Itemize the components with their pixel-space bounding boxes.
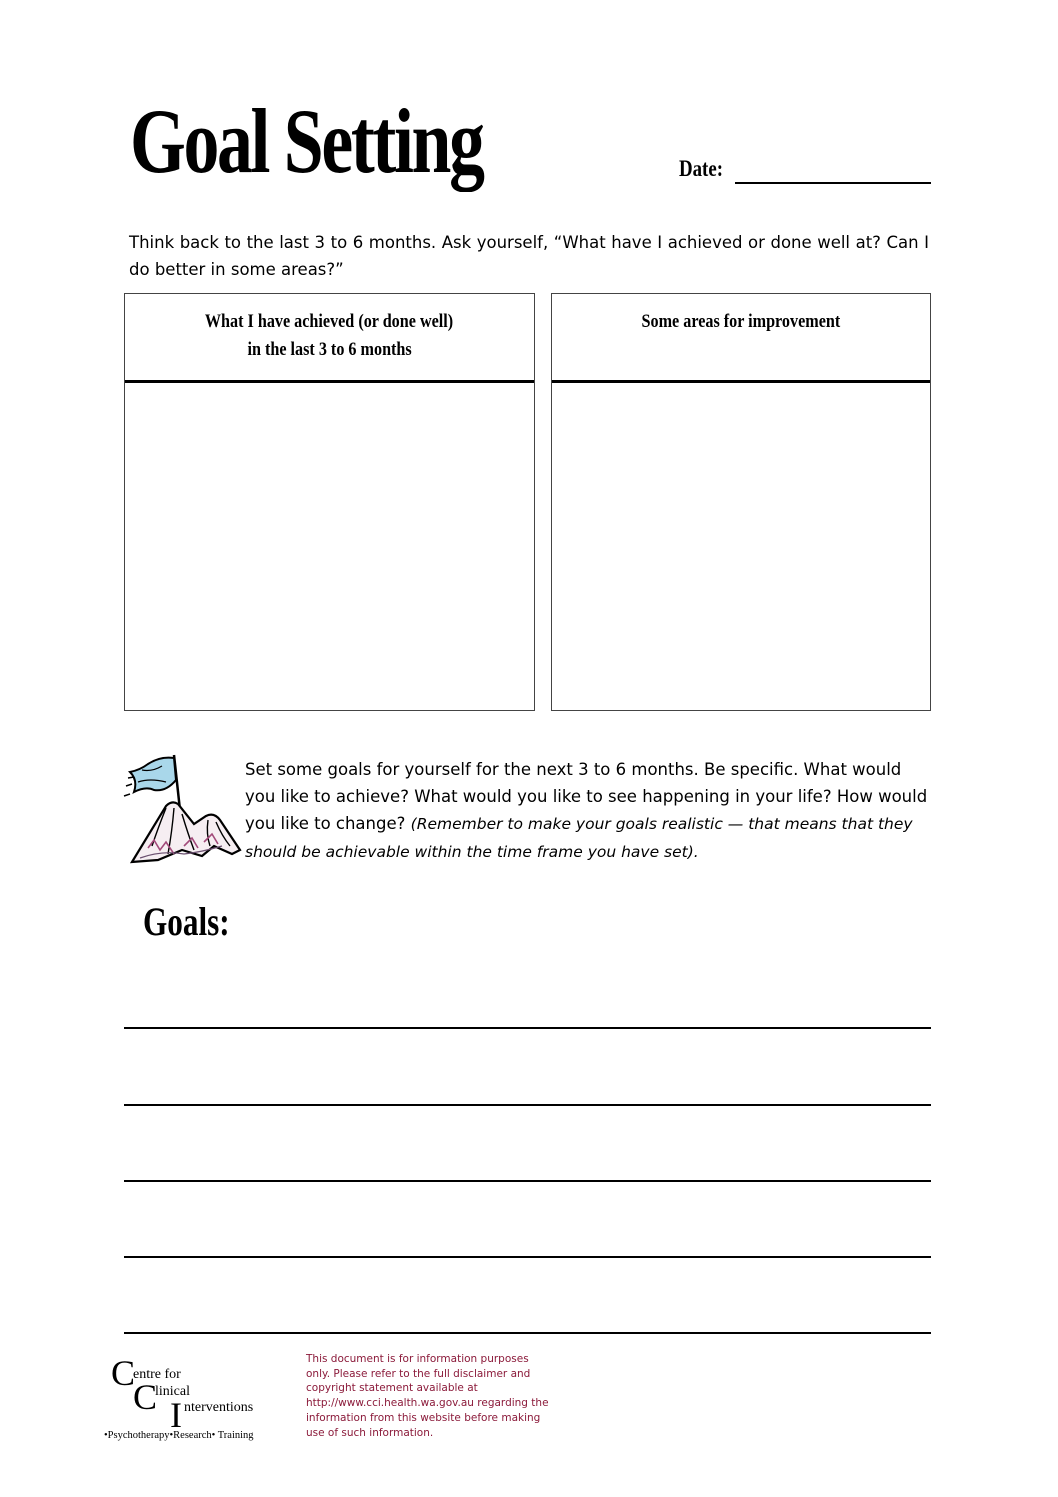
goal-line[interactable] (124, 1256, 931, 1258)
achieved-writing-area[interactable] (125, 383, 534, 709)
logo-line1: entre for (133, 1367, 181, 1382)
goal-line[interactable] (124, 1332, 931, 1334)
disclaimer-text: This document is for information purposes only. Please refer to the full disclaimer and copyright statement available at http://www.cci.health.wa.gov.au regarding the information from this website before making use of such information. (306, 1353, 549, 1439)
goal-line[interactable] (124, 1180, 931, 1182)
date-label: Date: (679, 156, 723, 181)
logo-line3: nterventions (184, 1400, 254, 1415)
improvement-box (551, 293, 931, 711)
goal-instructions (245, 756, 935, 866)
achieved-header-line1: What I have achieved (or done well) (205, 311, 454, 332)
goal-instructions-note: (Remember to make your goals realistic — that means that they should be achievable within the time frame you have set). (245, 815, 913, 861)
intro-text: Think back to the last 3 to 6 months. Ask yourself, “What have I achieved or done well at? Can I do better in some areas?” (129, 233, 929, 279)
cci-logo (104, 1355, 279, 1450)
logo-line2: linical (155, 1384, 190, 1399)
achieved-box (124, 293, 535, 711)
mountain-flag-icon (122, 750, 242, 870)
achieved-header-line2: in the last 3 to 6 months (247, 339, 412, 360)
achieved-box-header (125, 294, 534, 383)
goals-heading: Goals: (143, 899, 230, 944)
goal-instructions-text: Set some goals for yourself for the next 3 to 6 months. Be specific. What would you like to achieve? What would you like to see happening in your life? How would you like to change? (245, 760, 928, 833)
logo-letter-i: I (170, 1395, 182, 1435)
logo-letter-c2: C (133, 1377, 158, 1417)
date-field[interactable] (735, 182, 931, 184)
improvement-box-header (552, 294, 930, 383)
goal-line[interactable] (124, 1104, 931, 1106)
improvement-writing-area[interactable] (552, 383, 930, 709)
logo-tagline: •Psychotherapy•Research• Training (104, 1430, 254, 1441)
page-title: Goal Setting (130, 90, 483, 192)
improvement-header-line1: Some areas for improvement (641, 311, 841, 332)
goal-line[interactable] (124, 1027, 931, 1029)
logo-letter-c1: C (111, 1353, 136, 1393)
